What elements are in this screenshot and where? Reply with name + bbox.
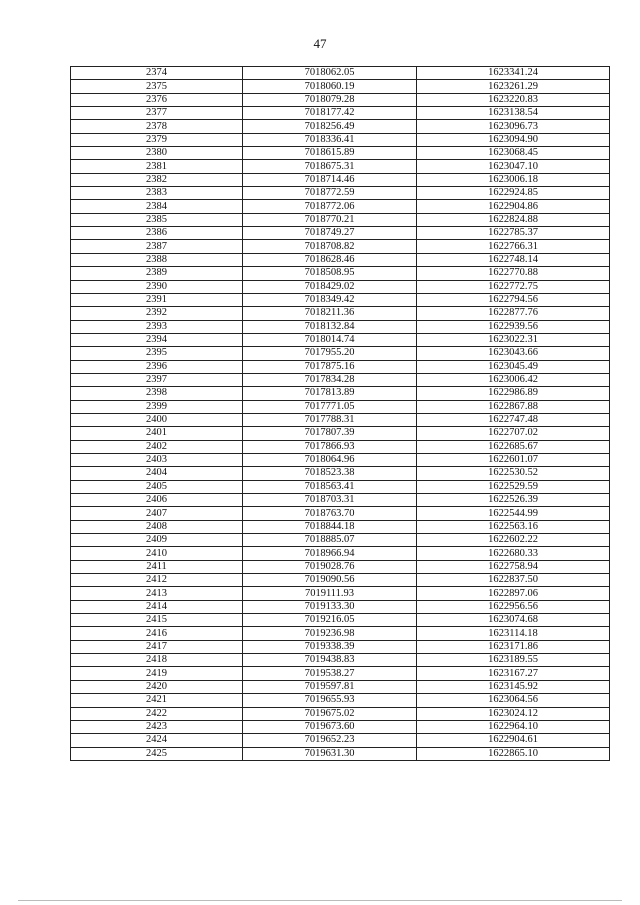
y-coordinate-cell: 1622707.02	[417, 427, 610, 440]
coordinates-table	[70, 66, 610, 761]
table-row	[71, 427, 610, 440]
point-number-cell: 2385	[71, 213, 243, 226]
y-coordinate-cell: 1622867.88	[417, 400, 610, 413]
table-row	[71, 614, 610, 627]
y-coordinate-cell: 1623064.56	[417, 694, 610, 707]
table-row	[71, 333, 610, 346]
x-coordinate-cell: 7018772.06	[243, 200, 417, 213]
x-coordinate-cell: 7018523.38	[243, 467, 417, 480]
table-row	[71, 373, 610, 386]
point-number-cell: 2405	[71, 480, 243, 493]
x-coordinate-cell: 7018615.89	[243, 147, 417, 160]
x-coordinate-cell: 7018060.19	[243, 80, 417, 93]
x-coordinate-cell: 7019216.05	[243, 614, 417, 627]
point-number-cell: 2397	[71, 373, 243, 386]
point-number-cell: 2408	[71, 520, 243, 533]
x-coordinate-cell: 7019675.02	[243, 707, 417, 720]
y-coordinate-cell: 1623341.24	[417, 67, 610, 80]
y-coordinate-cell: 1622602.22	[417, 534, 610, 547]
table-row	[71, 467, 610, 480]
x-coordinate-cell: 7017955.20	[243, 347, 417, 360]
point-number-cell: 2417	[71, 640, 243, 653]
point-number-cell: 2419	[71, 667, 243, 680]
x-coordinate-cell: 7018508.95	[243, 267, 417, 280]
y-coordinate-cell: 1623189.55	[417, 654, 610, 667]
x-coordinate-cell: 7018064.96	[243, 453, 417, 466]
table-row	[71, 654, 610, 667]
y-coordinate-cell: 1623006.42	[417, 373, 610, 386]
x-coordinate-cell: 7019438.83	[243, 654, 417, 667]
point-number-cell: 2399	[71, 400, 243, 413]
point-number-cell: 2393	[71, 320, 243, 333]
y-coordinate-cell: 1622563.16	[417, 520, 610, 533]
table-row	[71, 694, 610, 707]
point-number-cell: 2421	[71, 694, 243, 707]
table-row	[71, 120, 610, 133]
y-coordinate-cell: 1622877.76	[417, 307, 610, 320]
point-number-cell: 2384	[71, 200, 243, 213]
point-number-cell: 2375	[71, 80, 243, 93]
table-row	[71, 574, 610, 587]
point-number-cell: 2413	[71, 587, 243, 600]
x-coordinate-cell: 7018749.27	[243, 227, 417, 240]
x-coordinate-cell: 7019631.30	[243, 747, 417, 760]
table-row	[71, 560, 610, 573]
point-number-cell: 2406	[71, 494, 243, 507]
y-coordinate-cell: 1622530.52	[417, 467, 610, 480]
table-row	[71, 400, 610, 413]
x-coordinate-cell: 7018763.70	[243, 507, 417, 520]
x-coordinate-cell: 7019090.56	[243, 574, 417, 587]
point-number-cell: 2383	[71, 187, 243, 200]
y-coordinate-cell: 1622837.50	[417, 574, 610, 587]
x-coordinate-cell: 7018177.42	[243, 107, 417, 120]
x-coordinate-cell: 7019028.76	[243, 560, 417, 573]
point-number-cell: 2378	[71, 120, 243, 133]
x-coordinate-cell: 7019338.39	[243, 640, 417, 653]
point-number-cell: 2387	[71, 240, 243, 253]
table-row	[71, 587, 610, 600]
point-number-cell: 2416	[71, 627, 243, 640]
table-row	[71, 440, 610, 453]
point-number-cell: 2409	[71, 534, 243, 547]
coordinates-table-body	[71, 67, 610, 761]
point-number-cell: 2414	[71, 600, 243, 613]
point-number-cell: 2396	[71, 360, 243, 373]
point-number-cell: 2401	[71, 427, 243, 440]
table-row	[71, 534, 610, 547]
x-coordinate-cell: 7018132.84	[243, 320, 417, 333]
y-coordinate-cell: 1622526.39	[417, 494, 610, 507]
x-coordinate-cell: 7019655.93	[243, 694, 417, 707]
y-coordinate-cell: 1623138.54	[417, 107, 610, 120]
table-row	[71, 747, 610, 760]
y-coordinate-cell: 1622748.14	[417, 253, 610, 266]
y-coordinate-cell: 1623220.83	[417, 93, 610, 106]
x-coordinate-cell: 7019538.27	[243, 667, 417, 680]
point-number-cell: 2423	[71, 720, 243, 733]
x-coordinate-cell: 7019133.30	[243, 600, 417, 613]
point-number-cell: 2412	[71, 574, 243, 587]
point-number-cell: 2391	[71, 293, 243, 306]
y-coordinate-cell: 1623171.86	[417, 640, 610, 653]
point-number-cell: 2402	[71, 440, 243, 453]
y-coordinate-cell: 1622897.06	[417, 587, 610, 600]
x-coordinate-cell: 7018708.82	[243, 240, 417, 253]
x-coordinate-cell: 7017771.05	[243, 400, 417, 413]
x-coordinate-cell: 7018563.41	[243, 480, 417, 493]
y-coordinate-cell: 1622939.56	[417, 320, 610, 333]
point-number-cell: 2403	[71, 453, 243, 466]
x-coordinate-cell: 7018062.05	[243, 67, 417, 80]
point-number-cell: 2411	[71, 560, 243, 573]
x-coordinate-cell: 7017807.39	[243, 427, 417, 440]
x-coordinate-cell: 7017866.93	[243, 440, 417, 453]
x-coordinate-cell: 7018714.46	[243, 173, 417, 186]
point-number-cell: 2418	[71, 654, 243, 667]
table-row	[71, 320, 610, 333]
point-number-cell: 2388	[71, 253, 243, 266]
point-number-cell: 2374	[71, 67, 243, 80]
table-row	[71, 67, 610, 80]
y-coordinate-cell: 1622794.56	[417, 293, 610, 306]
table-row	[71, 93, 610, 106]
point-number-cell: 2415	[71, 614, 243, 627]
y-coordinate-cell: 1622544.99	[417, 507, 610, 520]
y-coordinate-cell: 1622601.07	[417, 453, 610, 466]
point-number-cell: 2420	[71, 680, 243, 693]
x-coordinate-cell: 7018079.28	[243, 93, 417, 106]
y-coordinate-cell: 1623094.90	[417, 133, 610, 146]
point-number-cell: 2398	[71, 387, 243, 400]
table-row	[71, 253, 610, 266]
y-coordinate-cell: 1622824.88	[417, 213, 610, 226]
y-coordinate-cell: 1622772.75	[417, 280, 610, 293]
table-row	[71, 387, 610, 400]
y-coordinate-cell: 1622529.59	[417, 480, 610, 493]
x-coordinate-cell: 7017834.28	[243, 373, 417, 386]
x-coordinate-cell: 7018885.07	[243, 534, 417, 547]
table-row	[71, 360, 610, 373]
point-number-cell: 2395	[71, 347, 243, 360]
table-row	[71, 187, 610, 200]
point-number-cell: 2394	[71, 333, 243, 346]
y-coordinate-cell: 1623068.45	[417, 147, 610, 160]
table-row	[71, 147, 610, 160]
table-row	[71, 640, 610, 653]
y-coordinate-cell: 1622785.37	[417, 227, 610, 240]
table-row	[71, 307, 610, 320]
x-coordinate-cell: 7018014.74	[243, 333, 417, 346]
y-coordinate-cell: 1622680.33	[417, 547, 610, 560]
x-coordinate-cell: 7019673.60	[243, 720, 417, 733]
x-coordinate-cell: 7019597.81	[243, 680, 417, 693]
point-number-cell: 2376	[71, 93, 243, 106]
y-coordinate-cell: 1622685.67	[417, 440, 610, 453]
point-number-cell: 2390	[71, 280, 243, 293]
y-coordinate-cell: 1623074.68	[417, 614, 610, 627]
point-number-cell: 2382	[71, 173, 243, 186]
y-coordinate-cell: 1622865.10	[417, 747, 610, 760]
table-row	[71, 173, 610, 186]
table-row	[71, 133, 610, 146]
y-coordinate-cell: 1622956.56	[417, 600, 610, 613]
table-row	[71, 200, 610, 213]
table-row	[71, 107, 610, 120]
y-coordinate-cell: 1623261.29	[417, 80, 610, 93]
point-number-cell: 2377	[71, 107, 243, 120]
x-coordinate-cell: 7018628.46	[243, 253, 417, 266]
x-coordinate-cell: 7018844.18	[243, 520, 417, 533]
table-row	[71, 600, 610, 613]
y-coordinate-cell: 1623096.73	[417, 120, 610, 133]
table-row	[71, 160, 610, 173]
table-row	[71, 480, 610, 493]
table-row	[71, 293, 610, 306]
y-coordinate-cell: 1622924.85	[417, 187, 610, 200]
table-row	[71, 680, 610, 693]
point-number-cell: 2410	[71, 547, 243, 560]
y-coordinate-cell: 1623006.18	[417, 173, 610, 186]
point-number-cell: 2424	[71, 734, 243, 747]
y-coordinate-cell: 1623145.92	[417, 680, 610, 693]
x-coordinate-cell: 7018966.94	[243, 547, 417, 560]
point-number-cell: 2381	[71, 160, 243, 173]
table-row	[71, 240, 610, 253]
point-number-cell: 2389	[71, 267, 243, 280]
y-coordinate-cell: 1622904.86	[417, 200, 610, 213]
x-coordinate-cell: 7018770.21	[243, 213, 417, 226]
point-number-cell: 2407	[71, 507, 243, 520]
table-row	[71, 667, 610, 680]
point-number-cell: 2392	[71, 307, 243, 320]
table-row	[71, 347, 610, 360]
table-row	[71, 280, 610, 293]
point-number-cell: 2380	[71, 147, 243, 160]
table-row	[71, 267, 610, 280]
x-coordinate-cell: 7018336.41	[243, 133, 417, 146]
table-row	[71, 627, 610, 640]
point-number-cell: 2386	[71, 227, 243, 240]
y-coordinate-cell: 1623045.49	[417, 360, 610, 373]
y-coordinate-cell: 1623024.12	[417, 707, 610, 720]
table-row	[71, 494, 610, 507]
point-number-cell: 2400	[71, 413, 243, 426]
x-coordinate-cell: 7017813.89	[243, 387, 417, 400]
point-number-cell: 2404	[71, 467, 243, 480]
y-coordinate-cell: 1622758.94	[417, 560, 610, 573]
point-number-cell: 2422	[71, 707, 243, 720]
table-row	[71, 520, 610, 533]
page-number: 47	[313, 36, 327, 51]
x-coordinate-cell: 7019652.23	[243, 734, 417, 747]
y-coordinate-cell: 1622904.61	[417, 734, 610, 747]
table-row	[71, 453, 610, 466]
point-number-cell: 2379	[71, 133, 243, 146]
y-coordinate-cell: 1623043.66	[417, 347, 610, 360]
x-coordinate-cell: 7018349.42	[243, 293, 417, 306]
table-row	[71, 720, 610, 733]
table-row	[71, 227, 610, 240]
x-coordinate-cell: 7018703.31	[243, 494, 417, 507]
x-coordinate-cell: 7019236.98	[243, 627, 417, 640]
y-coordinate-cell: 1623047.10	[417, 160, 610, 173]
table-row	[71, 507, 610, 520]
y-coordinate-cell: 1623114.18	[417, 627, 610, 640]
x-coordinate-cell: 7018256.49	[243, 120, 417, 133]
y-coordinate-cell: 1622964.10	[417, 720, 610, 733]
y-coordinate-cell: 1622770.88	[417, 267, 610, 280]
y-coordinate-cell: 1622766.31	[417, 240, 610, 253]
x-coordinate-cell: 7017875.16	[243, 360, 417, 373]
table-row	[71, 707, 610, 720]
scan-edge-line	[18, 900, 622, 901]
y-coordinate-cell: 1623167.27	[417, 667, 610, 680]
y-coordinate-cell: 1622747.48	[417, 413, 610, 426]
y-coordinate-cell: 1623022.31	[417, 333, 610, 346]
table-row	[71, 734, 610, 747]
table-row	[71, 213, 610, 226]
x-coordinate-cell: 7019111.93	[243, 587, 417, 600]
x-coordinate-cell: 7018211.36	[243, 307, 417, 320]
x-coordinate-cell: 7018429.02	[243, 280, 417, 293]
point-number-cell: 2425	[71, 747, 243, 760]
table-row	[71, 547, 610, 560]
x-coordinate-cell: 7017788.31	[243, 413, 417, 426]
table-row	[71, 413, 610, 426]
y-coordinate-cell: 1622986.89	[417, 387, 610, 400]
table-row	[71, 80, 610, 93]
x-coordinate-cell: 7018675.31	[243, 160, 417, 173]
x-coordinate-cell: 7018772.59	[243, 187, 417, 200]
